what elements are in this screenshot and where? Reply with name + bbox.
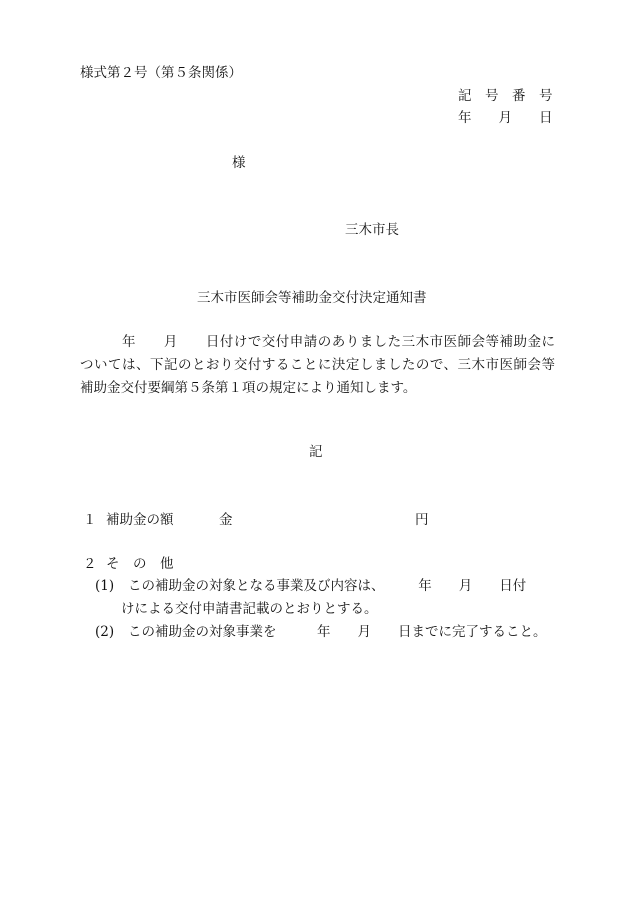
record-number-label: 記 号 番 号 bbox=[458, 88, 553, 104]
item2-sub2-text: この補助金の対象事業を 年 月 日までに完了すること。 bbox=[128, 624, 547, 640]
body-line-1: 年 月 日付けで交付申請のありました三木市医師会等補助金に bbox=[80, 334, 555, 350]
issuer-name: 三木市長 bbox=[345, 222, 399, 238]
form-label: 様式第２号（第５条関係） bbox=[80, 65, 242, 81]
item2-number: ２ bbox=[83, 556, 97, 572]
item2-sub1-number: (1) bbox=[95, 578, 115, 594]
item2-sub2-number: (2) bbox=[95, 624, 115, 640]
item2-sub1-text: この補助金の対象となる事業及び内容は、 年 月 日付 bbox=[128, 578, 527, 594]
item1-kin: 金 bbox=[219, 512, 233, 528]
body-line-2: ついては、下記のとおり交付することに決定しましたので、三木市医師会等 bbox=[80, 357, 555, 373]
item1-label: 補助金の額 bbox=[106, 512, 174, 528]
date-line: 年 月 日 bbox=[458, 110, 553, 126]
body-line-3: 補助金交付要綱第５条第１項の規定により通知します。 bbox=[80, 380, 417, 396]
addressee-honorific: 様 bbox=[232, 155, 246, 171]
ki-heading: 記 bbox=[309, 444, 323, 460]
item2-label: そ の 他 bbox=[106, 556, 174, 572]
item1-number: １ bbox=[83, 512, 97, 528]
item2-sub1-continuation: けによる交付申請書記載のとおりとする。 bbox=[121, 601, 378, 617]
document-title: 三木市医師会等補助金交付決定通知書 bbox=[197, 290, 427, 306]
item1-yen: 円 bbox=[415, 512, 429, 528]
